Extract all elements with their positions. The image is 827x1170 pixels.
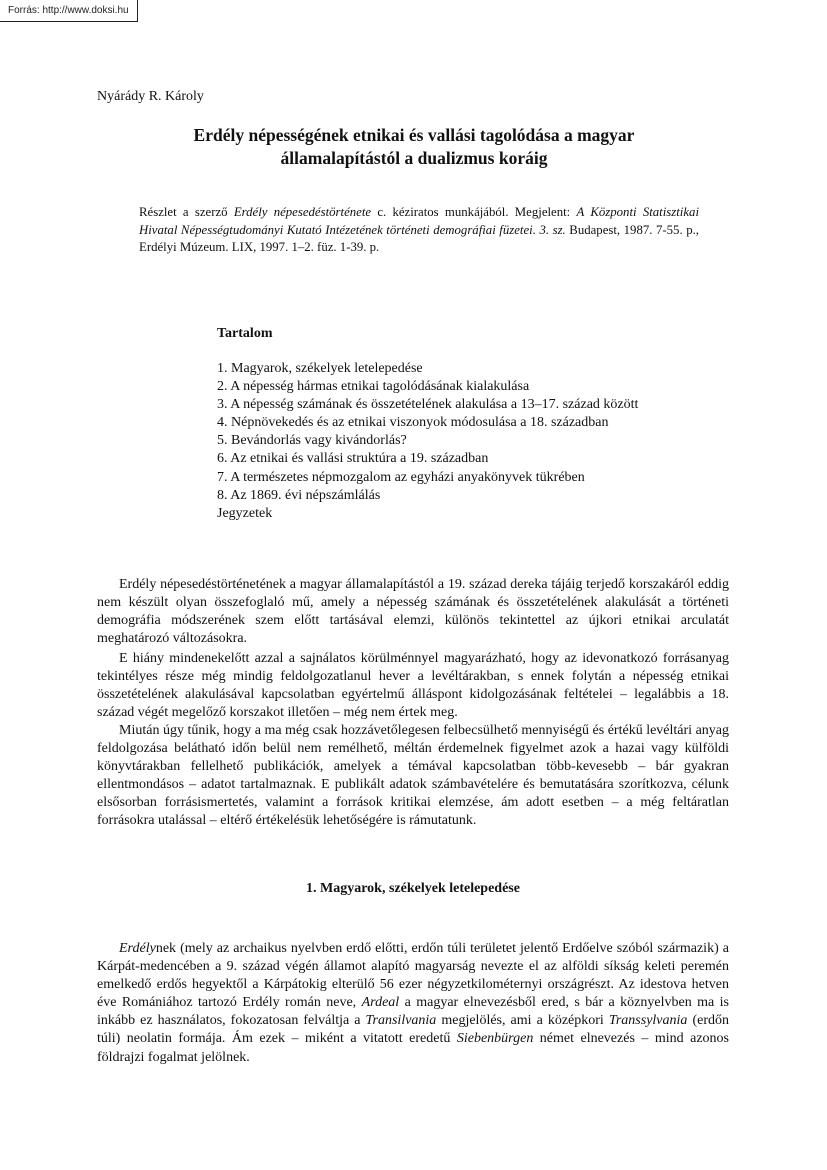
title-line-1: Erdély népességének etnikai és vallási tagolódása a magyar [193,125,635,145]
body-paragraph-3: Miután úgy tűnik, hogy a ma még csak hozzávetőlegesen felbecsülhető mennyiségű és értékű levéltári anyag feldolgozása belátható időn belül nem remélhető, méltán érdemelnek figyelmet azok a hazai vagy külföldi könyvtárakban fellelhető publikációk, amelyek a témával kapcsolatban több-kevesebb – bár gyakran ellentmondásos – adatot tartalmaznak. E publikált adatok számbavételére és bemutatására szorítkozva, célunk elsősorban forrásismertetés, valamint a források kritikai elemzése, ám adott esetben – a még feltáratlan forrásokra utalással – eltérő értékelésük lehetőségére is rámutatunk. [97,723,729,829]
table-of-contents [217,360,638,523]
paragraph-text: (erdőn túli) neolatin formája. Ám ezek – miként a vitatott eredetű [97,1013,729,1047]
paragraph-text: a magyar elnevezésből ered, s bár a köznyelvben ma is inkább ez használatos, fokozatosan felváltja a [97,995,729,1029]
emphasis: Siebenbürgen [456,1031,534,1047]
toc-heading: Tartalom [217,326,273,341]
toc-item: 6. Az etnikai és vallási struktúra a 19. században [217,451,489,467]
section-heading: 1. Magyarok, székelyek letelepedése [306,881,520,896]
toc-item: 1. Magyarok, székelyek letelepedése [217,361,423,376]
emphasis: Transsylvania [608,1013,688,1029]
document-title [97,124,731,170]
excerpt-text: Budapest, 1987. 7-55. p., Erdélyi Múzeum. LIX, 1997. 1–2. füz. 1-39. p. [139,222,699,254]
toc-item: Jegyzetek [217,505,273,521]
toc-item: 7. A természetes népmozgalom az egyházi anyakönyvek tükrében [217,469,585,485]
toc-item: 8. Az 1869. évi népszámlálás [217,487,381,503]
emphasis: Transilvania [365,1013,437,1029]
excerpt-work-title: Erdély népesedéstörténete [233,205,372,219]
body-paragraph-1: Erdély népesedéstörténetének a magyar államalapítástól a 19. század dereka tájáig terjedő korszakáról eddig nem készült olyan összefoglaló mű, amely a népesség számának és összetételének alakulását a történeti demográfia módszerének szem előtt tartásával elemzi, különös tekintettel az újkori etnikai arculatát meghatározó változásokra. [97,577,729,647]
emphasis: Ardeal [361,995,400,1011]
excerpt-note [139,204,699,257]
excerpt-text: c. kéziratos munkájából. Megjelent: [371,205,577,219]
source-label: Forrás: http://www.doksi.hu [0,0,138,22]
paragraph-text: német elnevezés – mind azonos földrajzi fogalmat jelölnek. [97,1031,729,1065]
body-paragraph-2: E hiány mindenekelőtt azzal a sajnálatos körülménnyel magyarázható, hogy az idevonatkozó forrásanyag tekintélyes része még mindig feldolgozatlanul hever a levéltárakban, s ennek folytán a népesség etnikai összetételének alakulásával kapcsolatban egyértelmű álláspont kidolgozásának feltételei – legalábbis a 18. század végét megelőző korszakot illetően – még nem értek meg. [97,651,729,721]
toc-item: 2. A népesség hármas etnikai tagolódásának kialakulása [217,379,530,395]
excerpt-publication: A Központi Statisztikai Hivatal Népességtudományi Kutató Intézetének történeti demográfiai füzetei. 3. sz. [139,205,699,237]
excerpt-text: Részlet a szerző [139,205,234,219]
author-name: Nyárády R. Károly [97,89,204,104]
paragraph-text: megjelölés, ami a középkori [436,1013,609,1029]
paragraph-text: nek (mely az archaikus nyelvben erdő előtti, erdőn túli területet jelentő Erdőelve szóból származik) a Kárpát-medencében a 9. század végén államot alapító magyarság nevezte el az alföldi síkság keleti peremén emelkedő erdős hegyektől a Kárpátokig elterülő 56 ezer négyzetkilométernyi országrészt. Az idestova hetven éve Romániához tartozó Erdély román neve, [97,941,729,1011]
toc-item: 3. A népesség számának és összetételének alakulása a 13–17. század között [217,397,639,413]
emphasis: Erdély [119,941,156,956]
toc-item: 5. Bevándorlás vagy kivándorlás? [217,433,407,449]
title-line-2: államalapítástól a dualizmus koráig [280,148,548,168]
toc-item: 4. Népnövekedés és az etnikai viszonyok módosulása a 18. században [217,415,609,431]
section-paragraph [97,940,729,1067]
